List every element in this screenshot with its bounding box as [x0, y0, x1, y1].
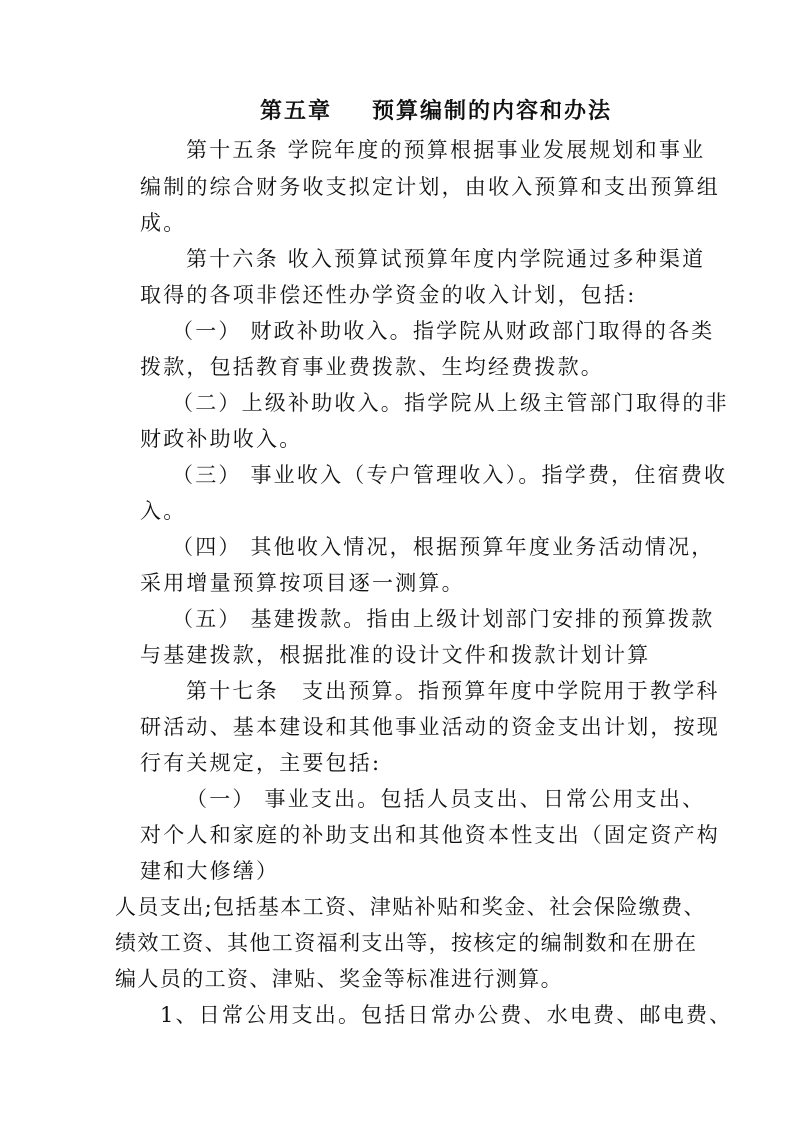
paragraph-line: 人员支出;包括基本工资、津贴补贴和奖金、社会保险缴费、 — [115, 895, 706, 919]
paragraph-line: （一） 事业支出。包括人员支出、日常公用支出、 — [186, 787, 706, 811]
chapter-title — [260, 96, 612, 126]
paragraph-line: 编制的综合财务收支拟定计划，由收入预算和支出预算组 — [140, 175, 720, 199]
paragraph-line: 采用增量预算按项目逐一测算。 — [140, 571, 465, 595]
paragraph-line: （四） 其他收入情况，根据预算年度业务活动情况， — [172, 535, 715, 559]
paragraph-line: 第十五条 学院年度的预算根据事业发展规划和事业 — [186, 138, 706, 162]
paragraph-line: 1、日常公用支出。包括日常办公费、水电费、邮电费、 — [160, 1003, 733, 1027]
paragraph-line: 绩效工资、其他工资福利支出等，按核定的编制数和在册在 — [115, 931, 698, 955]
paragraph-line: （三） 事业收入（专户管理收入）。指学费，住宿费收 — [172, 463, 728, 487]
paragraph-line: （五） 基建拨款。指由上级计划部门安排的预算拨款 — [172, 607, 715, 631]
chapter-number: 第五章 — [260, 98, 333, 124]
paragraph-line: 行有关规定，主要包括: — [140, 751, 382, 775]
paragraph-line: 成。 — [140, 211, 187, 235]
paragraph-line: 研活动、基本建设和其他事业活动的资金支出计划，按现 — [140, 715, 720, 739]
paragraph-line: 建和大修缮） — [140, 859, 280, 883]
paragraph-line: 财政补助收入。 — [140, 427, 303, 451]
paragraph-line: 编人员的工资、津贴、奖金等标准进行测算。 — [115, 967, 563, 991]
paragraph-line: 入。 — [140, 499, 187, 523]
paragraph-line: 第十六条 收入预算试预算年度内学院通过多种渠道 — [186, 247, 706, 271]
paragraph-line: （一） 财政补助收入。指学院从财政部门取得的各类 — [172, 319, 715, 343]
paragraph-line: 拨款，包括教育事业费拨款、生均经费拨款。 — [140, 355, 604, 379]
paragraph-line: 取得的各项非偿还性办学资金的收入计划，包括: — [140, 283, 637, 307]
paragraph-line: 第十七条 支出预算。指预算年度中学院用于教学科 — [186, 679, 720, 703]
paragraph-line: （二）上级补助收入。指学院从上级主管部门取得的非 — [172, 391, 729, 415]
paragraph-line: 对个人和家庭的补助支出和其他资本性支出（固定资产构 — [140, 823, 720, 847]
chapter-heading: 预算编制的内容和办法 — [372, 98, 613, 124]
paragraph-line: 与基建拨款，根据批准的设计文件和拨款计划计算 — [140, 643, 651, 667]
